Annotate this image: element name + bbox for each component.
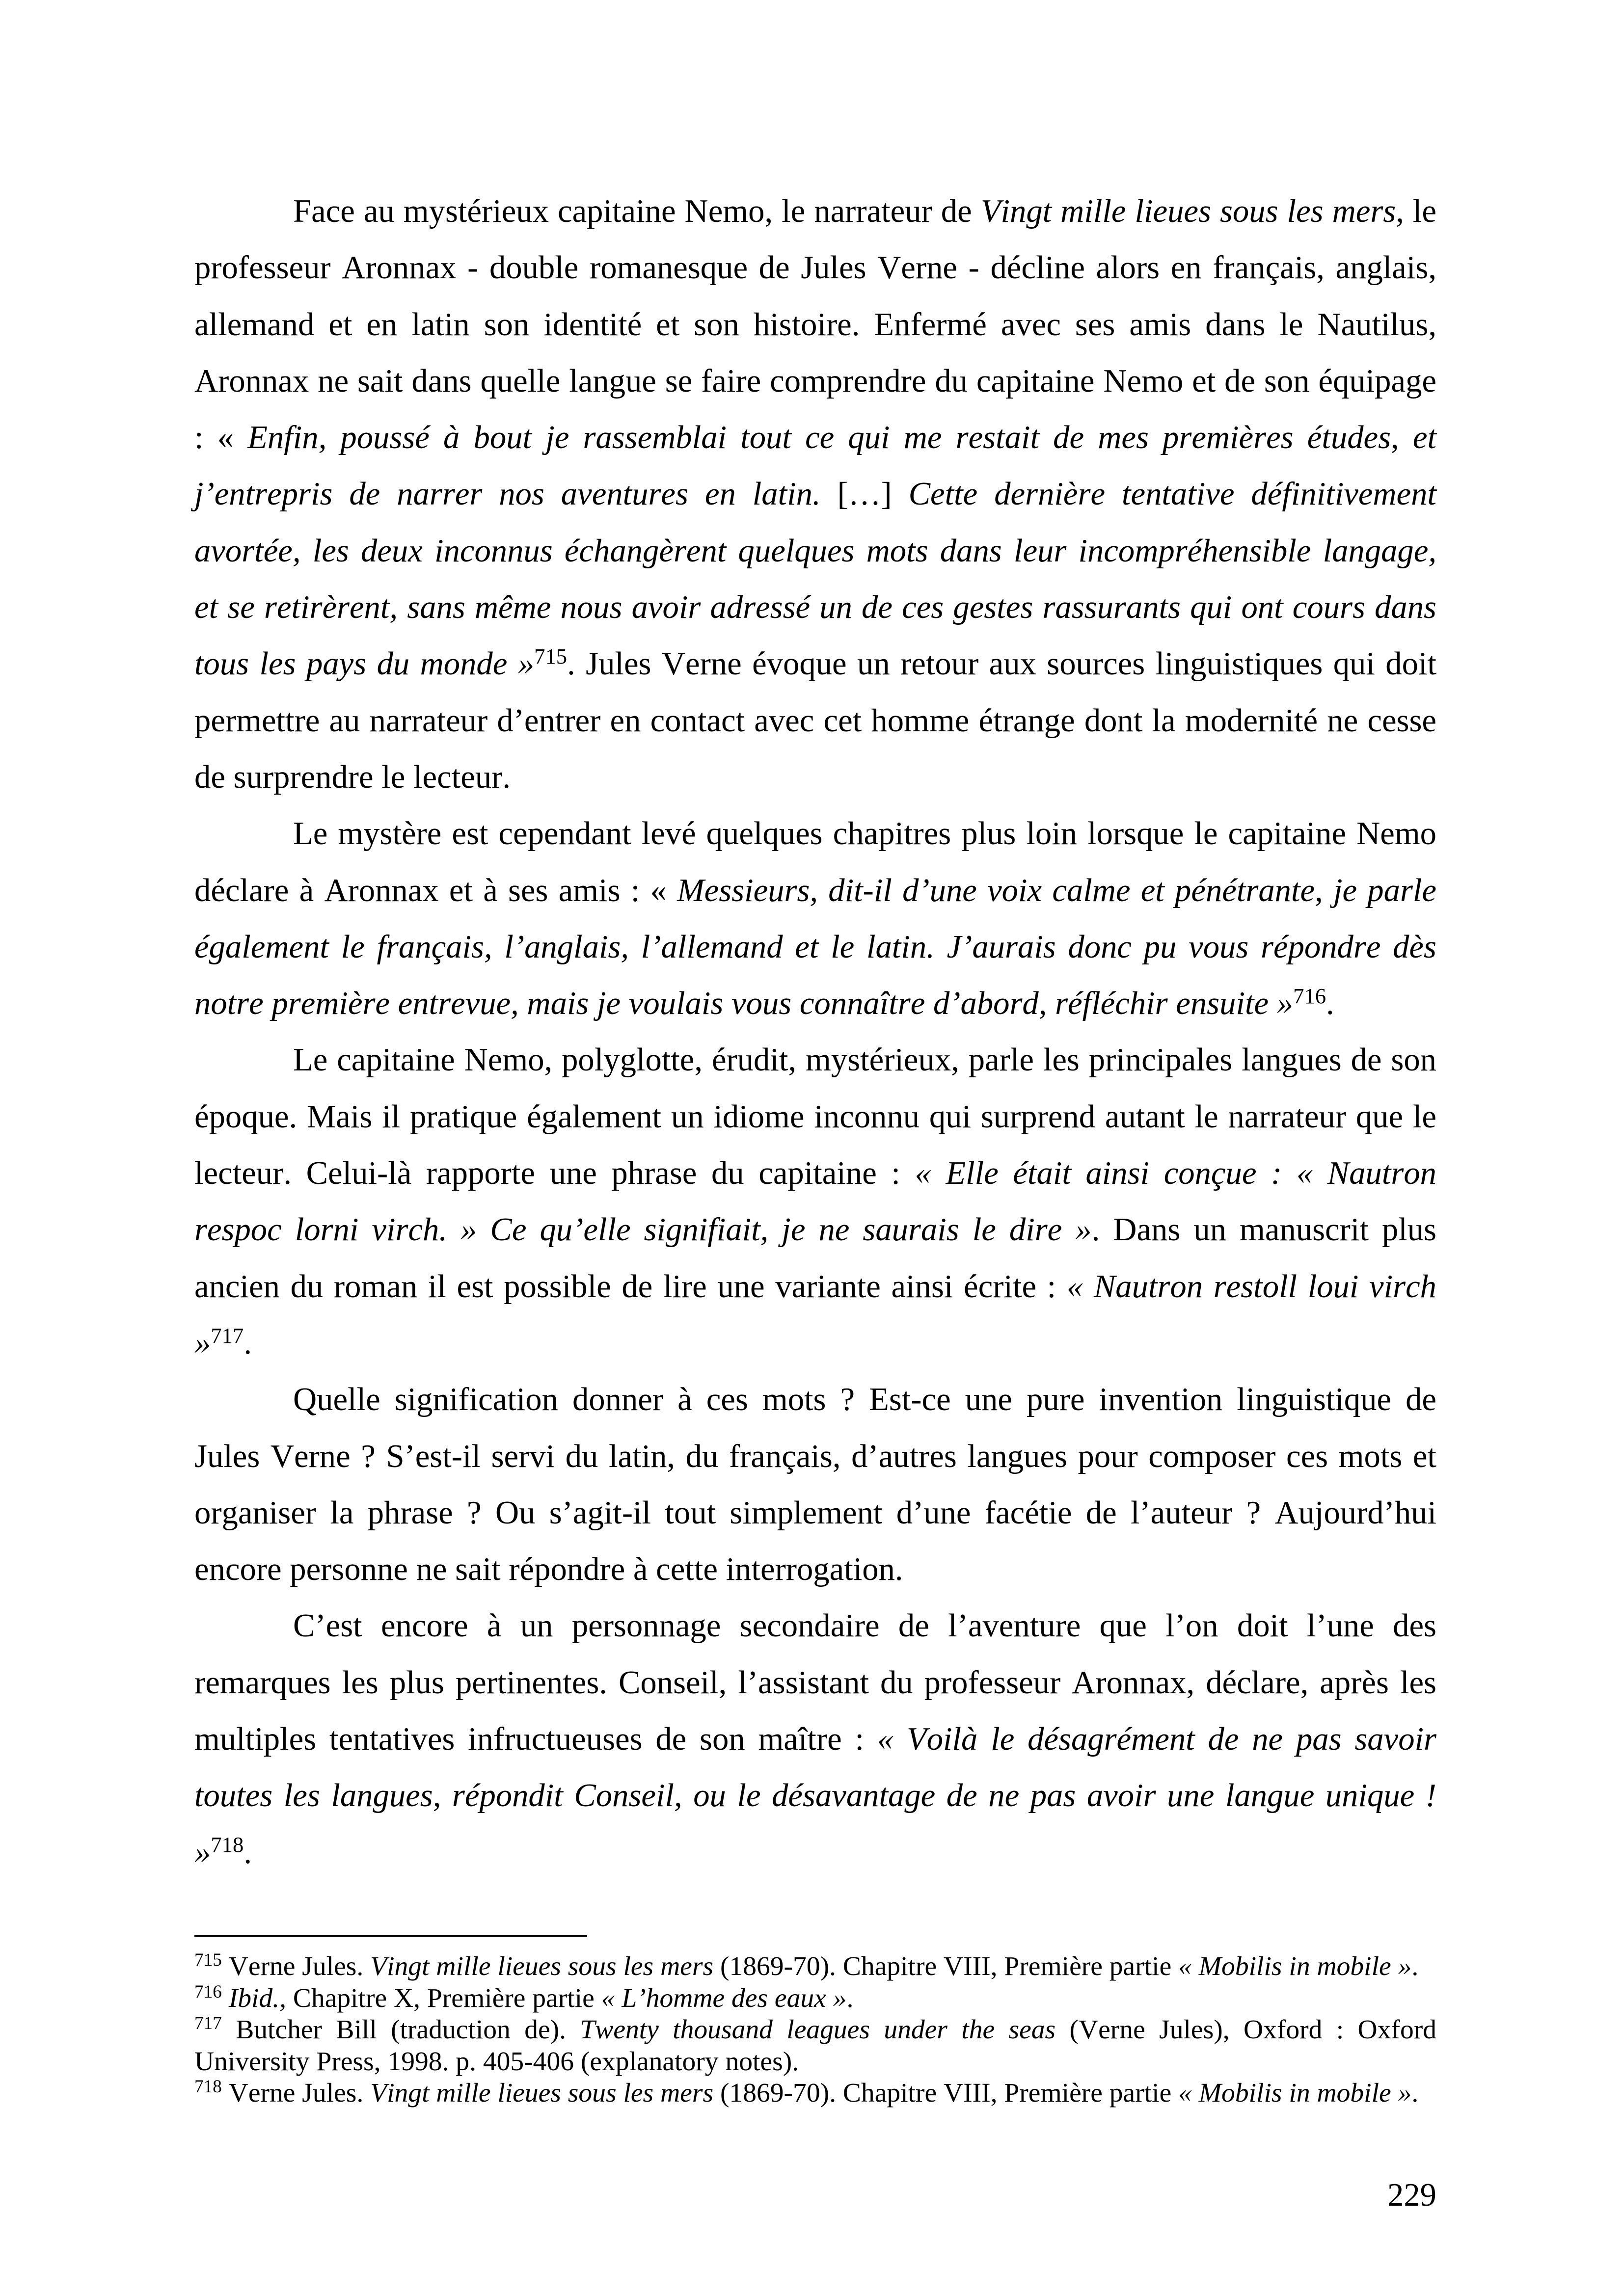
text-line [194,1315,1436,1371]
text-run: . [243,1834,252,1870]
text-run: professeur Aronnax - double romanesque de Jules Verne - décline alors en français, anglais, [194,250,1436,286]
text-line [194,693,1436,749]
italic-text: Vingt mille lieues sous les mers [370,1951,714,1981]
text-line [194,296,1436,353]
text-run: […] [820,476,909,512]
text-line [194,353,1436,409]
text-run: Butcher Bill (traduction de). [221,2014,580,2045]
footnote-line [194,2046,1436,2078]
text-run: (Verne Jules), Oxford : Oxford [1055,2014,1436,2045]
text-line [194,805,1436,862]
text-line [194,636,1436,692]
text-run: organiser la phrase ? Ou s’agit-il tout simplement d’une facétie de l’auteur ? Aujourd’hui [194,1495,1436,1531]
italic-text: Cette dernière tentative définitivement [908,476,1436,512]
text-run: Le capitaine Nemo, polyglotte, érudit, mystérieux, parle les principales langues de son [293,1042,1436,1078]
text-run: Face au mystérieux capitaine Nemo, le narrateur de [293,193,981,229]
text-run: lecteur. Celui-là rapporte une phrase du capitaine : [194,1155,915,1192]
text-line [194,409,1436,466]
text-line [194,1145,1436,1201]
italic-text: toutes les langues, répondit Conseil, ou le désavantage de ne pas avoir une langue unique ! [194,1778,1436,1814]
text-run: . Jules Verne évoque un retour aux sources linguistiques qui doit [567,646,1436,682]
text-line [194,1201,1436,1258]
footnote-reference: 717 [211,1323,244,1348]
text-run: remarques les plus pertinentes. Conseil, l’assistant du professeur Aronnax, déclare, après les [194,1664,1436,1701]
footnote [194,1950,1436,1982]
footnote [194,2014,1436,2077]
text-line [194,1767,1436,1824]
text-run: Aronnax ne sait dans quelle langue se faire comprendre du capitaine Nemo et de son équipage [194,363,1436,399]
text-run: Verne Jules. [221,1951,371,1981]
text-line [194,240,1436,296]
italic-text: également le français, l’anglais, l’allemand et le latin. J’aurais donc pu vous répondre dès [194,929,1436,965]
text-run [222,1983,229,2013]
text-line [194,466,1436,522]
italic-text: « Elle était ainsi conçue : « Nautron [915,1155,1436,1192]
italic-text: tous les pays du monde » [194,646,535,682]
text-run: Le mystère est cependant levé quelques chapitres plus loin lorsque le capitaine Nemo [293,816,1436,852]
footnotes [194,1950,1436,2109]
footnote [194,2077,1436,2109]
body-paragraph [194,1371,1436,1598]
text-line [194,1032,1436,1088]
text-run: University Press, 1998. p. 405-406 (explanatory notes). [194,2046,799,2077]
italic-text: « Mobilis in mobile » [1178,1951,1412,1981]
footnote-line [194,1982,1436,2014]
text-run: , le [1396,193,1437,229]
footnote-reference: 718 [211,1832,244,1857]
text-run: ancien du roman il est possible de lire une variante ainsi écrite : [194,1268,1067,1305]
footnote-number: 718 [194,2077,222,2097]
text-run: multiples tentatives infructueuses de son maître : [194,1721,877,1758]
italic-text: respoc lorni virch. » Ce qu’elle signifiait, je ne saurais le dire » [194,1212,1092,1248]
text-run: époque. Mais il pratique également un idiome inconnu qui surprend autant le narrateur que le [194,1098,1436,1135]
italic-text: Vingt mille lieues sous les mers [980,193,1396,229]
text-line [194,1258,1436,1315]
text-line [194,749,1436,805]
body-paragraph [194,1032,1436,1371]
italic-text: Enfin, poussé à bout je rassemblai tout ce qui me restait de mes premières études, et [247,420,1436,456]
footnote-line [194,2077,1436,2109]
footnote-reference: 715 [534,644,568,669]
text-line [194,1598,1436,1654]
footnote-line [194,2014,1436,2046]
italic-text: « Voilà le désagrément de ne pas savoir [877,1721,1436,1758]
text-run: . [846,1982,854,2013]
footnote-number: 715 [194,1950,222,1971]
text-run: Verne Jules. [221,2078,371,2108]
footnote-number: 716 [194,1981,222,2002]
italic-text: » [194,1325,211,1361]
text-run: : « [194,420,248,456]
italic-text: et se retirèrent, sans même nous avoir adressé un de ces gestes rassurants qui ont cours dans [194,589,1436,626]
text-run: . [1411,1951,1419,1981]
text-run: encore personne ne sait répondre à cette interrogation. [194,1551,903,1588]
text-line [194,1711,1436,1767]
text-line [194,1485,1436,1541]
text-run: C’est encore à un personnage secondaire de l’aventure que l’on doit l’une des [293,1608,1436,1644]
italic-text: « Nautron restoll loui virch [1066,1268,1437,1305]
text-run: . [1411,2078,1419,2108]
italic-text: j’entrepris de narrer nos aventures en latin. [194,476,821,512]
text-run: allemand et en latin son identité et son histoire. Enfermé avec ses amis dans le Nautilus, [194,306,1436,343]
text-run: déclare à Aronnax et à ses amis : « [194,872,677,908]
text-run: Chapitre X, Première partie [286,1982,601,2013]
italic-text: Messieurs, dit-il d’une voix calme et pénétrante, je parle [677,872,1436,908]
page-number: 229 [1387,2177,1436,2213]
italic-text: avortée, les deux inconnus échangèrent quelques mots dans leur incompréhensible langage, [194,533,1436,569]
footnote [194,1982,1436,2014]
text-line [194,1655,1436,1711]
italic-text: Twenty thousand leagues under the seas [580,2014,1056,2045]
text-run: . [1326,986,1334,1022]
italic-text: » [194,1834,211,1870]
text-run: de surprendre le lecteur. [194,759,511,795]
text-line [194,1824,1436,1881]
body-paragraph [194,1598,1436,1880]
text-line [194,523,1436,579]
text-line [194,183,1436,240]
body-text [194,183,1436,1881]
footnote-line [194,1950,1436,1982]
text-line [194,975,1436,1032]
text-run: . Dans un manuscrit plus [1091,1212,1437,1248]
italic-text: « Mobilis in mobile » [1178,2078,1412,2108]
italic-text: « L’homme des eaux » [601,1982,847,2013]
text-run: permettre au narrateur d’entrer en contact avec cet homme étrange dont la modernité ne cesse [194,702,1436,739]
text-line [194,1541,1436,1598]
footnote-number: 717 [194,2013,222,2034]
text-line [194,862,1436,919]
footnote-reference: 716 [1293,983,1326,1008]
footnote-separator [194,1935,587,1937]
text-line [194,919,1436,975]
text-line [194,579,1436,636]
body-paragraph [194,183,1436,805]
text-line [194,1428,1436,1485]
text-line [194,1089,1436,1145]
italic-text: Ibid., [228,1982,286,2013]
text-run: Jules Verne ? S’est-il servi du latin, du français, d’autres langues pour composer ces mots et [194,1438,1436,1474]
text-run: (1869-70). Chapitre VIII, Première partie [713,1951,1179,1981]
italic-text: notre première entrevue, mais je voulais vous connaître d’abord, réfléchir ensuite » [194,986,1294,1022]
text-run: . [243,1325,252,1361]
italic-text: Vingt mille lieues sous les mers [370,2078,714,2108]
text-run: (1869-70). Chapitre VIII, Première partie [713,2078,1179,2108]
text-line [194,1371,1436,1428]
body-paragraph [194,805,1436,1032]
text-run: Quelle signification donner à ces mots ? Est-ce une pure invention linguistique de [293,1382,1436,1418]
